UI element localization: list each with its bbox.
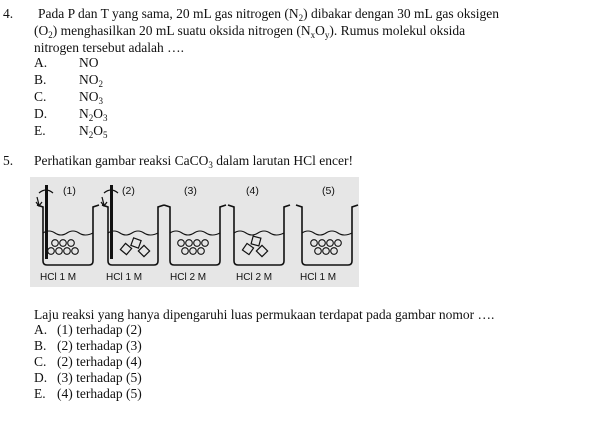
concentration-label: HCl 2 M	[170, 272, 207, 283]
option-letter: D.	[34, 106, 48, 121]
option-text: (2) terhadap (3)	[57, 338, 142, 353]
option-letter: B.	[34, 338, 47, 353]
beaker-4	[228, 185, 290, 283]
beaker-1	[36, 185, 99, 283]
q4-line-3: nitrogen tersebut adalah ….	[34, 40, 184, 55]
beaker-label: (4)	[246, 185, 259, 197]
beaker-label: (2)	[122, 185, 135, 197]
q4-line-2: $(O_2)$ menghasilkan 20 mL suatu oksida nitrogen $(N_xO_y)$. Rumus molekul oksida	[34, 23, 466, 40]
q4-number: 4.	[3, 6, 14, 21]
caco3-reaction-figure	[30, 177, 359, 287]
option-letter: D.	[34, 370, 48, 385]
option-text: (1) terhadap (2)	[57, 322, 142, 337]
beaker-label: (3)	[184, 185, 197, 197]
option-letter: A.	[34, 55, 48, 70]
option-letter: A.	[34, 322, 48, 337]
option-formula: $NO_3$	[79, 89, 103, 106]
q4-line-1: Pada P dan T yang sama, 20 mL gas nitrogen $(N_2)$ dibakar dengan 30 mL gas oksigen	[38, 6, 500, 23]
option-text: (3) terhadap (5)	[57, 370, 142, 385]
q5-question-2: Laju reaksi yang hanya dipengaruhi luas permukaan terdapat pada gambar nomor ….	[34, 307, 495, 322]
beaker-label: (1)	[63, 185, 76, 197]
option-letter: C.	[34, 354, 47, 369]
q5-question: Perhatikan gambar reaksi CaCO$_3$ dalam larutan HCl encer!	[34, 153, 354, 170]
concentration-label: HCl 1 M	[40, 272, 77, 283]
beaker-3	[164, 185, 226, 283]
concentration-label: HCl 1 M	[300, 272, 337, 283]
option-letter: E.	[34, 386, 46, 401]
option-letter: B.	[34, 72, 47, 87]
beaker-5	[296, 185, 358, 283]
concentration-label: HCl 1 M	[106, 272, 143, 283]
option-formula: NO	[79, 55, 99, 70]
concentration-label: HCl 2 M	[236, 272, 273, 283]
option-letter: C.	[34, 89, 47, 104]
beaker-2	[101, 185, 164, 283]
option-text: (2) terhadap (4)	[57, 354, 142, 369]
option-formula: $N_2O_3$	[79, 106, 108, 123]
q5-number: 5.	[3, 153, 14, 168]
option-formula: $N_2O_5$	[79, 123, 108, 140]
beaker-label: (5)	[322, 185, 335, 197]
option-text: (4) terhadap (5)	[57, 386, 142, 401]
option-letter: E.	[34, 123, 46, 138]
option-formula: $NO_2$	[79, 72, 103, 89]
